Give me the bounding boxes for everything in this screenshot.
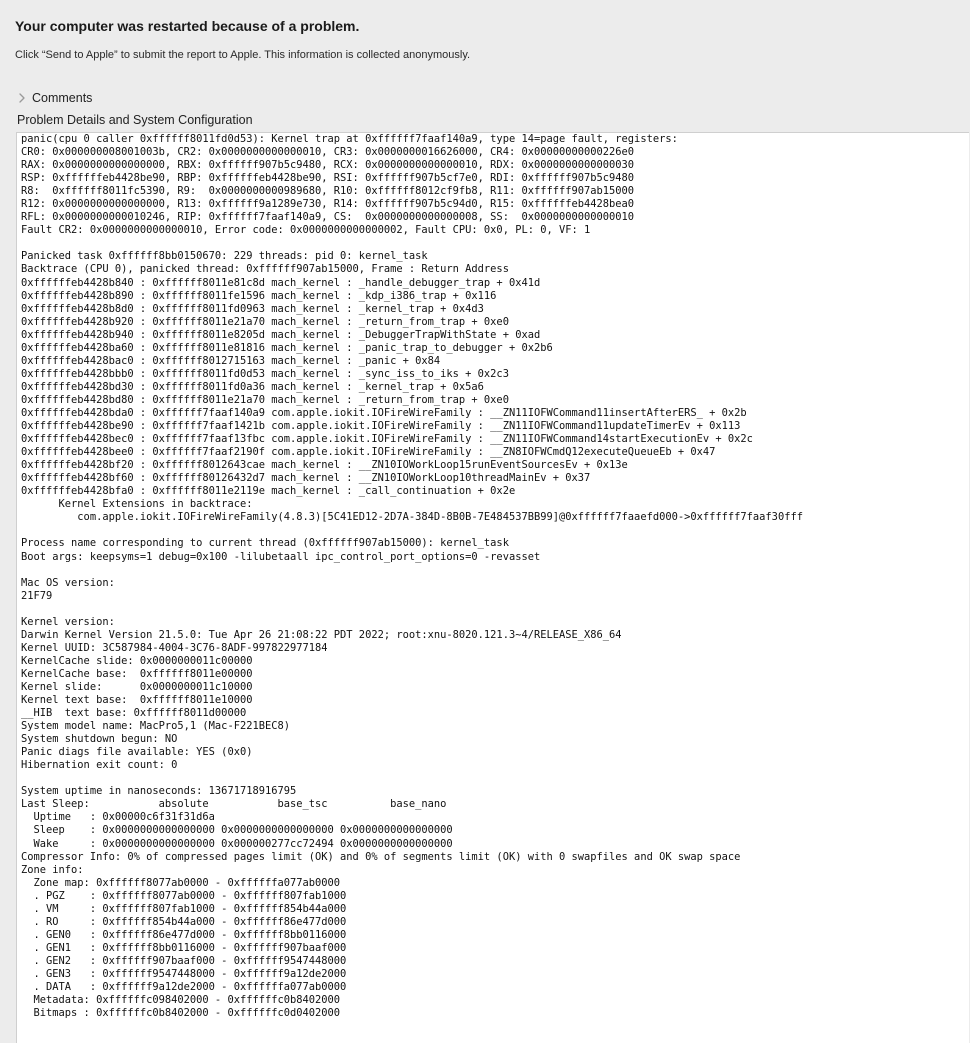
report-line: Panicked task 0xffffff8bb0150670: 229 threads: pid 0: kernel_task bbox=[21, 250, 428, 263]
dialog-title: Your computer was restarted because of a problem. bbox=[15, 18, 360, 34]
report-line: KernelCache base: 0xffffff8011e00000 bbox=[21, 667, 253, 680]
report-line: . GEN0 : 0xffffff86e477d000 - 0xffffff8bb0116000 bbox=[21, 928, 347, 941]
report-line: 0xffffffeb4428be90 : 0xffffff7faaf1421b com.apple.iokit.IOFireWireFamily : __ZN11IOFWCommand11updateTimerEv + 0x113 bbox=[21, 420, 741, 433]
report-line: KernelCache slide: 0x0000000011c00000 bbox=[21, 654, 253, 667]
report-line: 0xffffffeb4428bee0 : 0xffffff7faaf2190f com.apple.iokit.IOFireWireFamily : __ZN8IOFWCmdQ12executeQueueEb + 0x47 bbox=[21, 446, 716, 459]
report-line: 0xffffffeb4428bd80 : 0xffffff8011e21a70 mach_kernel : _return_from_trap + 0xe0 bbox=[21, 393, 509, 406]
report-line: 0xffffffeb4428bda0 : 0xffffff7faaf140a9 com.apple.iokit.IOFireWireFamily : __ZN11IOFWCommand11insertAfterERS_ + 0x2b bbox=[21, 406, 747, 419]
report-line: Compressor Info: 0% of compressed pages limit (OK) and 0% of segments limit (OK) with 0 swapfiles and OK swap space bbox=[21, 850, 741, 863]
report-line: Uptime : 0x00000c6f31f31d6a bbox=[21, 811, 215, 824]
report-line: 0xffffffeb4428bec0 : 0xffffff7faaf13fbc com.apple.iokit.IOFireWireFamily : __ZN11IOFWCommand14startExecutionEv + 0x2c bbox=[21, 433, 753, 446]
report-line: Panic diags file available: YES (0x0) bbox=[21, 746, 253, 759]
report-line: 0xffffffeb4428ba60 : 0xffffff8011e81816 mach_kernel : _panic_trap_to_debugger + 0x2b6 bbox=[21, 341, 553, 354]
report-line: R12: 0x0000000000000000, R13: 0xffffff9a1289e730, R14: 0xffffff907b5c94d0, R15: 0xffffffeb4428bea0 bbox=[21, 198, 635, 211]
report-line: Wake : 0x0000000000000000 0x000000277cc72494 0x0000000000000000 bbox=[21, 837, 453, 850]
report-line: 0xffffffeb4428b890 : 0xffffff8011fe1596 mach_kernel : _kdp_i386_trap + 0x116 bbox=[21, 289, 497, 302]
report-line: panic(cpu 0 caller 0xffffff8011fd0d53): Kernel trap at 0xffffff7faaf140a9, type 14=page fault, registers: bbox=[21, 133, 678, 145]
report-line: Sleep : 0x0000000000000000 0x0000000000000000 0x0000000000000000 bbox=[21, 824, 453, 837]
report-line: Zone map: 0xffffff8077ab0000 - 0xffffffa077ab0000 bbox=[21, 876, 341, 889]
report-line: CR0: 0x000000008001003b, CR2: 0x0000000000000010, CR3: 0x0000000016626000, CR4: 0x00000000000226e0 bbox=[21, 146, 635, 159]
report-line: 0xffffffeb4428bbb0 : 0xffffff8011fd0d53 mach_kernel : _sync_iss_to_iks + 0x2c3 bbox=[21, 367, 509, 380]
report-line: . GEN2 : 0xffffff907baaf000 - 0xffffff9547448000 bbox=[21, 954, 347, 967]
report-line: Kernel Extensions in backtrace: bbox=[21, 498, 253, 511]
report-line: Hibernation exit count: 0 bbox=[21, 759, 178, 772]
report-line: . RO : 0xffffff854b44a000 - 0xffffff86e477d000 bbox=[21, 915, 347, 928]
report-line: RAX: 0x0000000000000000, RBX: 0xffffff907b5c9480, RCX: 0x0000000000000010, RDX: 0x0000000000000030 bbox=[21, 159, 635, 172]
report-line: RFL: 0x0000000000010246, RIP: 0xffffff7faaf140a9, CS: 0x0000000000000008, SS: 0x0000000000000010 bbox=[21, 211, 635, 224]
comments-label[interactable]: Comments bbox=[32, 91, 93, 105]
chevron-right-icon[interactable] bbox=[15, 91, 29, 105]
report-line: System shutdown begun: NO bbox=[21, 733, 178, 746]
dialog-subtitle: Click “Send to Apple” to submit the report to Apple. This information is collected anonymously. bbox=[15, 49, 471, 61]
problem-details-label: Problem Details and System Configuration bbox=[17, 113, 253, 127]
report-line: . GEN3 : 0xffffff9547448000 - 0xffffff9a12de2000 bbox=[21, 968, 347, 980]
report-line: . VM : 0xffffff807fab1000 - 0xffffff854b44a000 bbox=[21, 902, 347, 915]
report-line: Bitmaps : 0xffffffc0b8402000 - 0xffffffc0d0402000 bbox=[21, 1007, 341, 1020]
report-line: . PGZ : 0xffffff8077ab0000 - 0xffffff807fab1000 bbox=[21, 889, 347, 902]
report-line: 0xffffffeb4428bac0 : 0xffffff8012715163 mach_kernel : _panic + 0x84 bbox=[21, 354, 441, 367]
report-line: R8: 0xffffff8011fc5390, R9: 0x0000000000989680, R10: 0xffffff8012cf9fb8, R11: 0xffffff907ab15000 bbox=[21, 185, 635, 198]
report-line: 0xffffffeb4428b840 : 0xffffff8011e81c8d mach_kernel : _handle_debugger_trap + 0x41d bbox=[21, 276, 541, 289]
report-line: 21F79 bbox=[21, 589, 53, 602]
report-content[interactable] bbox=[17, 133, 969, 1020]
report-line: 0xffffffeb4428bf20 : 0xffffff8012643cae mach_kernel : __ZN10IOWorkLoop15runEventSourcesEv + 0x13e bbox=[21, 459, 628, 472]
comments-disclosure[interactable] bbox=[15, 91, 92, 105]
report-line: Kernel slide: 0x0000000011c10000 bbox=[21, 680, 253, 693]
report-line: 0xffffffeb4428b920 : 0xffffff8011e21a70 mach_kernel : _return_from_trap + 0xe0 bbox=[21, 315, 509, 328]
report-line: Metadata: 0xffffffc098402000 - 0xffffffc0b8402000 bbox=[21, 994, 341, 1007]
report-line: Kernel version: bbox=[21, 615, 115, 628]
report-line: __HIB text base: 0xffffff8011d00000 bbox=[21, 707, 247, 720]
report-line: Darwin Kernel Version 21.5.0: Tue Apr 26 21:08:22 PDT 2022; root:xnu-8020.121.3~4/RELEASE_X86_64 bbox=[21, 628, 622, 641]
report-line: Boot args: keepsyms=1 debug=0x100 -lilubetaall ipc_control_port_options=0 -revasset bbox=[21, 550, 541, 563]
report-line: 0xffffffeb4428bf60 : 0xffffff80126432d7 mach_kernel : __ZN10IOWorkLoop10threadMainEv + 0x37 bbox=[21, 472, 591, 485]
report-line: RSP: 0xffffffeb4428be90, RBP: 0xffffffeb4428be90, RSI: 0xffffff907b5cf7e0, RDI: 0xffffff907b5c9480 bbox=[21, 172, 635, 185]
report-line: . GEN1 : 0xffffff8bb0116000 - 0xffffff907baaf000 bbox=[21, 941, 347, 954]
report-line: Kernel text base: 0xffffff8011e10000 bbox=[21, 694, 253, 707]
report-text-view[interactable] bbox=[16, 132, 969, 1043]
report-line: 0xffffffeb4428b940 : 0xffffff8011e8205d mach_kernel : _DebuggerTrapWithState + 0xad bbox=[21, 328, 541, 341]
report-line: Kernel UUID: 3C587984-4004-3C76-8ADF-997822977184 bbox=[21, 641, 328, 654]
report-line: Mac OS version: bbox=[21, 576, 115, 589]
report-line: 0xffffffeb4428bfa0 : 0xffffff8011e2119e mach_kernel : _call_continuation + 0x2e bbox=[21, 485, 516, 498]
report-line: com.apple.iokit.IOFireWireFamily(4.8.3)[5C41ED12-2D7A-384D-8B0B-7E484537BB99]@0xffffff7faaefd000->0xffffff7faaf30fff bbox=[21, 511, 803, 524]
report-line: Fault CR2: 0x0000000000000010, Error code: 0x0000000000000002, Fault CPU: 0x0, PL: 0, VF: 1 bbox=[21, 224, 591, 237]
report-line: . DATA : 0xffffff9a12de2000 - 0xffffffa077ab0000 bbox=[21, 981, 347, 994]
report-line: Last Sleep: absolute base_tsc base_nano bbox=[21, 798, 447, 811]
report-line: 0xffffffeb4428b8d0 : 0xffffff8011fd0963 mach_kernel : _kernel_trap + 0x4d3 bbox=[21, 302, 484, 315]
report-line: System model name: MacPro5,1 (Mac-F221BEC8) bbox=[21, 720, 290, 733]
report-line: 0xffffffeb4428bd30 : 0xffffff8011fd0a36 mach_kernel : _kernel_trap + 0x5a6 bbox=[21, 380, 484, 393]
report-line: Zone info: bbox=[21, 863, 84, 876]
report-line: System uptime in nanoseconds: 13671718916795 bbox=[21, 785, 297, 798]
report-line: Process name corresponding to current thread (0xffffff907ab15000): kernel_task bbox=[21, 537, 509, 550]
report-line: Backtrace (CPU 0), panicked thread: 0xffffff907ab15000, Frame : Return Address bbox=[21, 263, 509, 276]
